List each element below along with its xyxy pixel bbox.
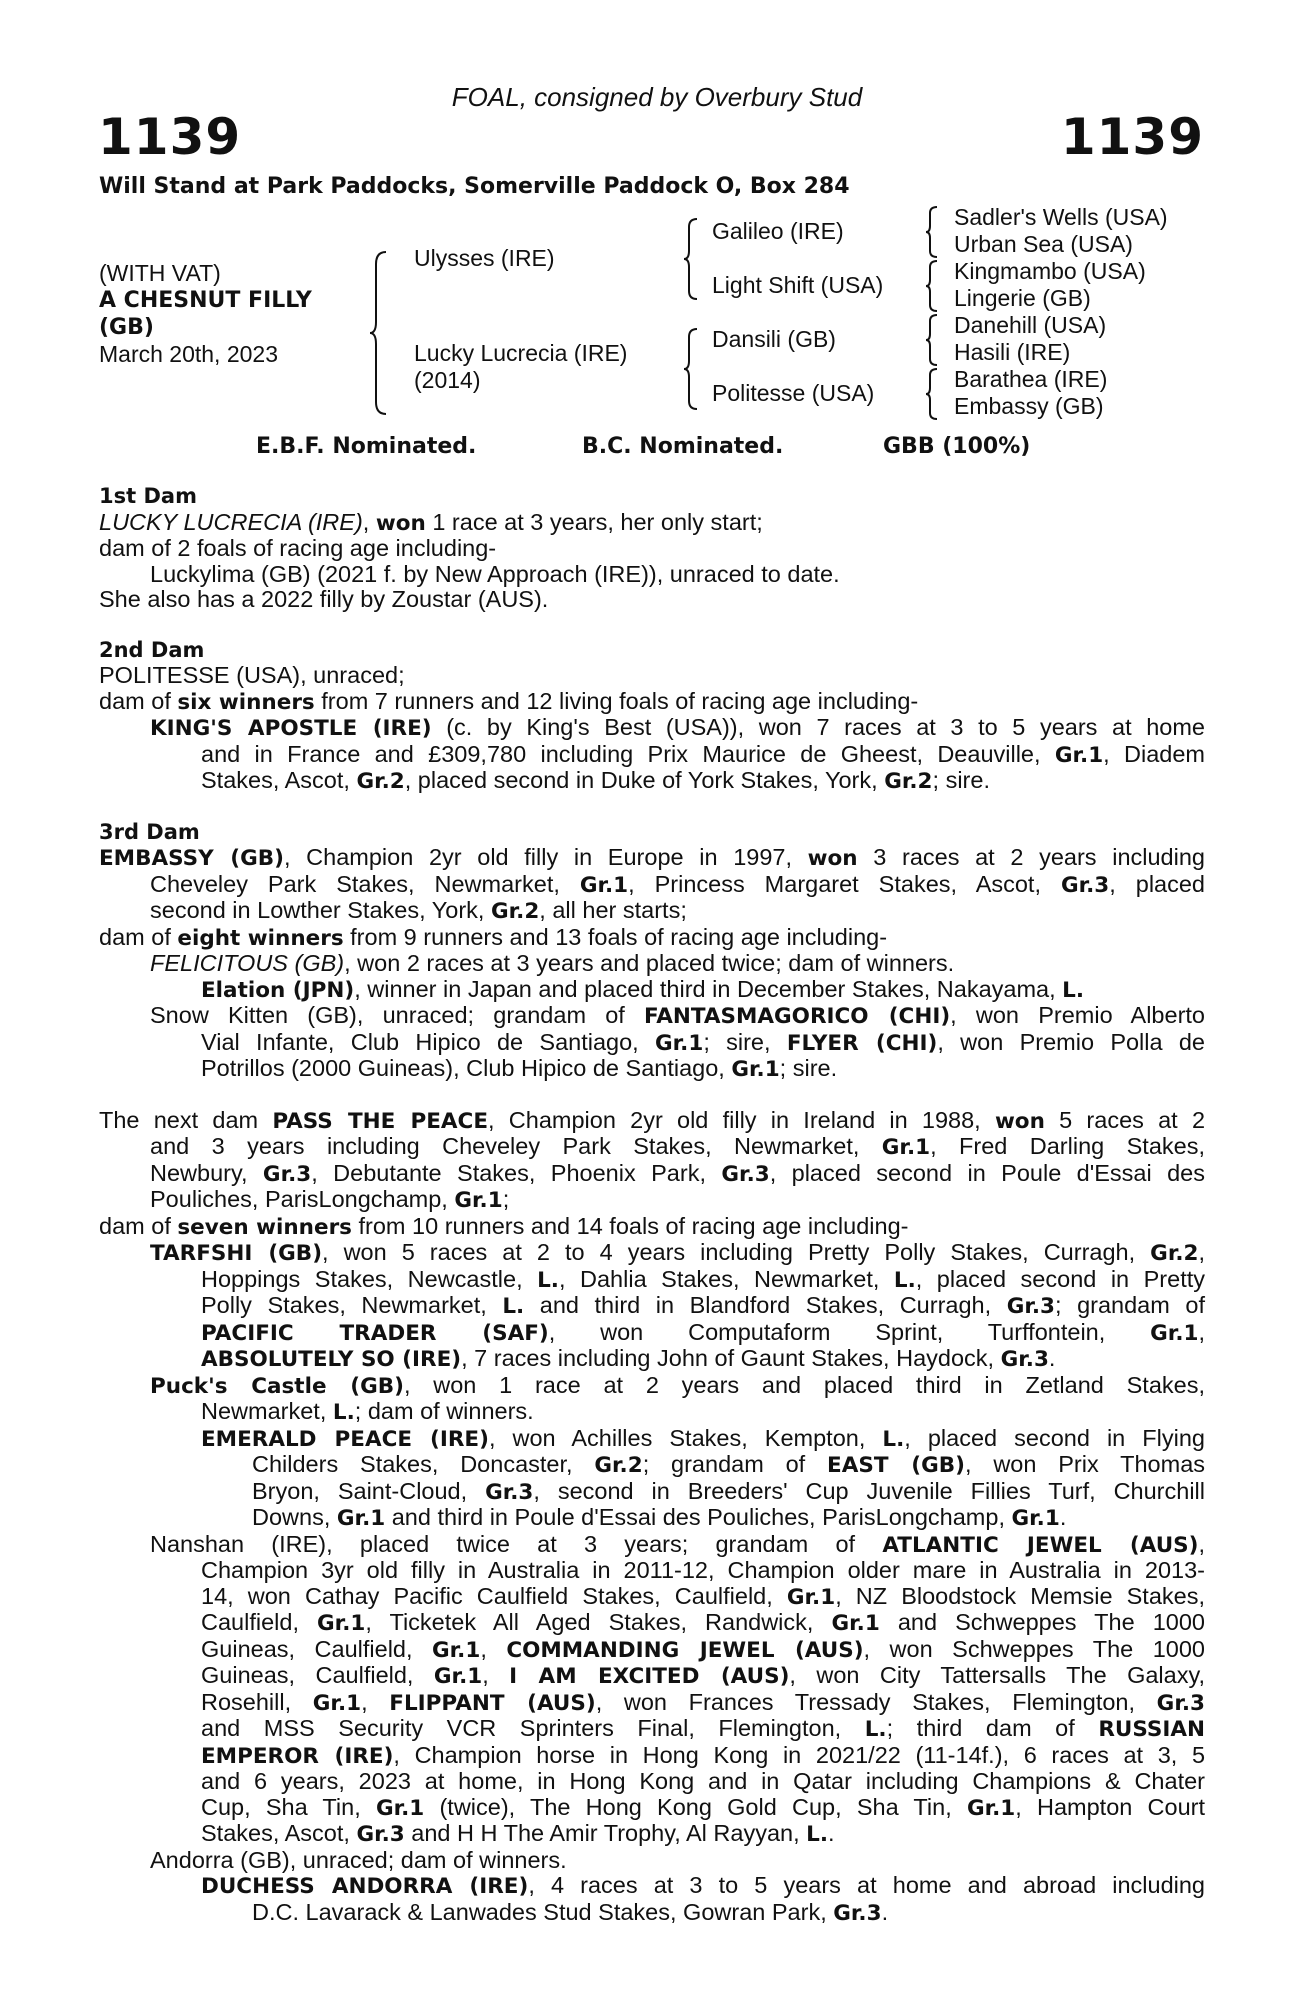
politesse-brace [924, 367, 942, 421]
text-line [99, 1373, 1205, 1400]
bold-text: Elation (JPN) [201, 977, 355, 1003]
text-segment: dam of 2 foals of racing age including- [99, 535, 497, 561]
bold-text: Gr.1 [881, 1135, 931, 1160]
bold-text: Gr.1 [831, 1611, 880, 1636]
bc-nomination: B.C. Nominated. [582, 434, 784, 459]
text-segment: , [361, 1688, 390, 1715]
text-segment: , Princess Margaret Stakes, Ascot, [628, 870, 1061, 897]
bold-text: Gr.1 [579, 872, 629, 898]
bold-text: COMMANDING JEWEL (AUS) [506, 1637, 864, 1663]
dam-name: Lucky Lucrecia (IRE) [414, 340, 628, 366]
sire-name: Ulysses (IRE) [414, 245, 555, 271]
sire-sire: Galileo (IRE) [712, 218, 844, 244]
first-dam-heading: 1st Dam [99, 484, 197, 508]
bold-text: Gr.1 [375, 1795, 425, 1821]
text-line [99, 1267, 1205, 1294]
bold-text: Gr.3 [833, 1900, 882, 1926]
bold-text: Gr.3 [1006, 1294, 1055, 1319]
text-line [99, 1161, 1205, 1188]
text-segment: , [1198, 1239, 1206, 1265]
text-line [99, 1900, 1205, 1927]
bold-text: FANTASMAGORICO (CHI) [644, 1004, 951, 1029]
bold-text: six winners [177, 689, 315, 715]
bold-text: Gr.1 [1054, 742, 1104, 768]
text-segment: , Fred Darling Stakes, [930, 1133, 1205, 1159]
gen4-ancestor-2: Urban Sea (USA) [954, 231, 1133, 257]
text-segment: , won City Tattersalls The Galaxy, [789, 1662, 1206, 1688]
dam-dam: Politesse (USA) [712, 380, 875, 406]
subject-dob: March 20th, 2023 [99, 341, 279, 367]
text-line [99, 587, 1205, 613]
text-line [99, 1320, 1205, 1347]
text-segment: Polly Stakes, Newmarket, [201, 1292, 503, 1318]
text-segment: second in Lowther Stakes, York, [150, 897, 491, 923]
text-line [99, 536, 1205, 562]
text-line [99, 1505, 1205, 1532]
bold-text: TARFSHI (GB) [150, 1241, 323, 1266]
text-line [99, 1056, 1205, 1083]
text-segment: and MSS Security VCR Sprinters Final, Flemington, [201, 1715, 865, 1741]
gbb-status: GBB (100%) [883, 434, 1031, 459]
text-line [99, 562, 1205, 588]
text-line [99, 898, 1205, 925]
bold-text: DUCHESS ANDORRA (IRE) [201, 1874, 529, 1899]
text-line [99, 1452, 1205, 1479]
sire-brace [682, 217, 702, 301]
text-line [99, 1690, 1205, 1717]
text-line [99, 1663, 1205, 1690]
text-line [99, 1214, 1205, 1241]
text-segment: from 9 runners and 13 foals of racing age including- [343, 923, 888, 950]
text-segment: ; sire. [779, 1055, 838, 1081]
bold-text: EMPEROR (IRE) [201, 1743, 394, 1769]
text-segment: dam of [99, 687, 178, 714]
text-segment: , 7 races including John of Gaunt Stakes, Haydock, [461, 1345, 1001, 1371]
text-segment: , won Achilles Stakes, Kempton, [488, 1424, 883, 1451]
bold-text: L. [893, 1267, 916, 1293]
bold-text: Gr.1 [312, 1690, 362, 1716]
text-segment: dam of [99, 923, 178, 950]
text-line [99, 1240, 1205, 1267]
text-segment: , Champion horse in Hong Kong in 2021/22 (11-14f.), 6 races at 3, 5 [393, 1741, 1206, 1768]
text-segment: , [482, 1662, 510, 1688]
text-line [99, 1558, 1205, 1584]
bold-text: Gr.1 [655, 1030, 704, 1056]
text-line [99, 1637, 1205, 1664]
text-segment: , Dahlia Stakes, Newmarket, [558, 1265, 894, 1292]
text-segment: , placed second in Poule d'Essai des [769, 1159, 1205, 1186]
bold-text: Gr.2 [594, 1453, 643, 1478]
text-segment: and third in Blandford Stakes, Curragh, [524, 1292, 1007, 1318]
bold-text: Gr.1 [786, 1584, 836, 1610]
bold-text: Gr.3 [262, 1161, 312, 1187]
bold-text: Gr.1 [433, 1664, 483, 1689]
text-line [99, 689, 1205, 716]
text-segment: Cup, Sha Tin, [201, 1793, 376, 1820]
bold-text: won [375, 510, 426, 536]
text-segment: Stakes, Ascot, [201, 1820, 357, 1846]
bold-text: ABSOLUTELY SO (IRE) [201, 1347, 462, 1372]
bold-text: Gr.2 [356, 769, 405, 794]
text-segment: ; grandam of [642, 1451, 828, 1477]
bold-text: L. [882, 1426, 905, 1452]
text-segment: , placed second in Pretty [915, 1265, 1206, 1292]
text-segment: Hoppings Stakes, Newcastle, [201, 1265, 538, 1292]
text-segment: ; [502, 1186, 510, 1212]
text-segment: 14, won Cathay Pacific Caulfield Stakes, Caulfield, [201, 1582, 787, 1609]
bold-text: ATLANTIC JEWEL (AUS) [882, 1532, 1199, 1558]
text-segment: and H H The Amir Trophy, Al Rayyan, [404, 1820, 807, 1846]
text-segment: ; grandam of [1055, 1292, 1205, 1318]
text-segment: , [1198, 1530, 1205, 1557]
bold-text: Gr.1 [1150, 1320, 1199, 1346]
text-segment: 5 races at 2 [1044, 1106, 1206, 1133]
bold-text: EAST (GB) [827, 1453, 965, 1478]
text-segment: , NZ Bloodstock Memsie Stakes, [835, 1582, 1205, 1609]
italic-text: FELICITOUS (GB) [150, 950, 345, 976]
text-segment: and 3 years including Cheveley Park Stakes, Newmarket, [150, 1133, 882, 1159]
bold-text: Gr.2 [1150, 1241, 1199, 1266]
dam-sire: Dansili (GB) [712, 326, 836, 352]
text-line [99, 663, 1205, 689]
bold-text: eight winners [177, 925, 344, 951]
text-segment: , Ticketek All Aged Stakes, Randwick, [365, 1609, 832, 1635]
text-segment: ; sire, [703, 1028, 787, 1055]
text-line [99, 1795, 1205, 1822]
bold-text: Gr.1 [454, 1188, 503, 1213]
text-segment: Childers Stakes, Doncaster, [252, 1451, 595, 1477]
text-segment: Newmarket, [201, 1398, 333, 1424]
text-line [99, 1187, 1205, 1214]
bold-text: L. [1062, 977, 1085, 1003]
text-segment: , won Computaform Sprint, Turffontein, [548, 1318, 1151, 1345]
text-line [99, 1532, 1205, 1559]
text-line [99, 1108, 1205, 1135]
text-segment: , won 5 races at 2 to 4 years including Pretty Polly Stakes, Curragh, [322, 1239, 1151, 1265]
text-line [99, 1769, 1205, 1795]
text-line [99, 1346, 1205, 1373]
bold-text: won [807, 846, 858, 871]
text-line [99, 768, 1205, 795]
lot-number-left: 1139 [98, 108, 242, 166]
bold-text: Gr.1 [731, 1057, 780, 1082]
text-segment: Nanshan (IRE), placed twice at 3 years; grandam of [150, 1530, 883, 1557]
text-segment: D.C. Lavarack & Lanwades Stud Stakes, Gowran Park, [252, 1898, 834, 1925]
bold-text: RUSSIAN [1098, 1717, 1205, 1742]
text-segment: , all her starts; [539, 897, 687, 923]
light-shift-brace [924, 259, 942, 313]
dam-brace [682, 327, 702, 411]
text-segment: ; sire. [932, 767, 990, 793]
text-segment: 1 race at 3 years, her only start; [425, 508, 763, 535]
bold-text: L. [806, 1822, 829, 1847]
bold-text: PASS THE PEACE [272, 1108, 489, 1134]
text-segment: She also has a 2022 filly by Zoustar (AUS). [99, 586, 549, 612]
bold-text: L. [864, 1717, 887, 1742]
vat-note: (WITH VAT) [99, 260, 221, 286]
gen4-ancestor-5: Danehill (USA) [954, 312, 1107, 338]
text-line [99, 1030, 1205, 1057]
text-line [99, 1293, 1205, 1320]
text-line [99, 1610, 1205, 1637]
text-segment: Snow Kitten (GB), unraced; grandam of [150, 1002, 645, 1028]
text-segment: and 6 years, 2023 at home, in Hong Kong and in Qatar including Champions & Chater [201, 1768, 1205, 1794]
sire-dam: Light Shift (USA) [712, 272, 884, 298]
third-dam-heading: 3rd Dam [99, 819, 200, 844]
dam-year: (2014) [414, 367, 481, 393]
text-segment: from 10 runners and 14 foals of racing age including- [351, 1212, 909, 1239]
text-segment: (c. by King's Best (USA)), won 7 races at 3 to 5 years at home [431, 714, 1205, 740]
text-segment: , [362, 508, 376, 535]
text-segment: , placed second in Flying [904, 1424, 1205, 1451]
bold-text: Gr.2 [490, 899, 540, 924]
bold-text: Gr.1 [966, 1795, 1016, 1821]
bold-text: Gr.1 [317, 1611, 366, 1636]
text-segment: Guineas, Caulfield, [201, 1635, 432, 1662]
galileo-brace [924, 205, 942, 259]
gen4-ancestor-7: Barathea (IRE) [954, 366, 1108, 392]
second-dam-heading: 2nd Dam [99, 637, 205, 662]
text-line [99, 1848, 1205, 1874]
gen4-ancestor-4: Lingerie (GB) [954, 285, 1091, 311]
text-segment: Luckylima (GB) (2021 f. by New Approach (IRE)), unraced to date. [150, 560, 840, 587]
gen4-ancestor-8: Embassy (GB) [954, 393, 1104, 419]
text-segment: Bryon, Saint-Cloud, [252, 1477, 486, 1504]
bold-text: Gr.3 [485, 1479, 534, 1505]
bold-text: FLYER (CHI) [786, 1030, 938, 1056]
italic-text: LUCKY LUCRECIA (IRE) [99, 508, 363, 535]
text-segment: Pouliches, ParisLongchamp, [150, 1186, 455, 1212]
text-segment: Caulfield, [201, 1609, 318, 1635]
bold-text: I AM EXCITED (AUS) [509, 1664, 790, 1689]
text-segment: , won 2 races at 3 years and placed twice; dam of winners. [344, 950, 955, 976]
bold-text: L. [537, 1267, 559, 1293]
bold-text: Gr.3 [1060, 872, 1110, 898]
bold-text: Gr.1 [336, 1506, 386, 1531]
text-line [99, 1873, 1205, 1900]
text-line [99, 925, 1205, 952]
bold-text: Gr.1 [1011, 1506, 1060, 1531]
text-line [99, 1743, 1205, 1770]
bold-text: EMERALD PEACE (IRE) [201, 1426, 489, 1452]
consignor-line: FOAL, consigned by Overbury Stud [451, 82, 863, 112]
text-line [99, 715, 1205, 742]
lot-number-right: 1139 [1060, 108, 1204, 166]
text-segment: , 4 races at 3 to 5 years at home and abroad including [528, 1872, 1206, 1898]
text-line [99, 1821, 1205, 1848]
text-line [99, 951, 1205, 977]
text-segment: . [881, 1898, 889, 1925]
stabling-location: Will Stand at Park Paddocks, Somerville Paddock O, Box 284 [99, 174, 850, 199]
text-segment: . [1048, 1345, 1056, 1371]
text-segment: . [828, 1820, 835, 1846]
text-line [99, 977, 1205, 1004]
text-segment: , Hampton Court [1015, 1793, 1206, 1820]
subject-brace [368, 250, 392, 416]
bold-text: KING'S APOSTLE (IRE) [150, 716, 432, 741]
bold-text: won [994, 1108, 1045, 1134]
subject-origin: (GB) [99, 315, 154, 340]
text-segment: , won Prix Thomas [964, 1451, 1206, 1477]
bold-text: EMBASSY (GB) [99, 846, 284, 871]
bold-text: Gr.3 [721, 1161, 770, 1187]
text-segment: and Schweppes The 1000 [879, 1609, 1205, 1635]
bold-text: Gr.1 [432, 1637, 481, 1663]
text-segment: dam of [99, 1212, 178, 1239]
text-segment: The next dam [99, 1106, 273, 1133]
text-segment: , Debutante Stakes, Phoenix Park, [311, 1159, 722, 1186]
text-segment: , [480, 1635, 507, 1662]
text-segment: , won Premio Alberto [950, 1002, 1205, 1028]
bold-text: Gr.3 [356, 1822, 405, 1847]
bold-text: Gr.2 [884, 769, 933, 794]
text-line [99, 510, 1205, 537]
text-line [99, 742, 1205, 769]
text-segment: . [1059, 1504, 1067, 1530]
ebf-nomination: E.B.F. Nominated. [256, 434, 477, 459]
text-segment: , won 1 race at 2 years and placed third in Zetland Stakes, [403, 1371, 1205, 1398]
text-line [99, 1399, 1205, 1426]
text-line [99, 845, 1205, 872]
text-segment: Stakes, Ascot, [201, 767, 357, 793]
text-line [99, 1426, 1205, 1453]
text-segment: , placed [1109, 870, 1205, 897]
bold-text: FLIPPANT (AUS) [389, 1690, 596, 1716]
text-line [99, 872, 1205, 899]
text-line [99, 1716, 1205, 1743]
produce-record [99, 484, 1205, 1926]
bold-text: Gr.3 [1156, 1690, 1205, 1716]
text-line [99, 1134, 1205, 1161]
text-segment: Champion 3yr old filly in Australia in 2011-12, Champion older mare in Australia in 2013- [201, 1557, 1205, 1583]
text-segment: , won Frances Tressady Stakes, Flemington, [595, 1688, 1157, 1715]
gen4-ancestor-6: Hasili (IRE) [954, 339, 1071, 365]
bold-text: PACIFIC TRADER (SAF) [201, 1320, 549, 1346]
bold-text: Gr.3 [1000, 1347, 1049, 1372]
gen4-ancestor-1: Sadler's Wells (USA) [954, 204, 1168, 230]
text-segment: Vial Infante, Club Hipico de Santiago, [201, 1028, 655, 1055]
text-segment: , second in Breeders' Cup Juvenile Fillies Turf, Churchill [533, 1477, 1205, 1504]
text-line [99, 1003, 1205, 1030]
text-segment: , Champion 2yr old filly in Ireland in 1988, [488, 1106, 995, 1133]
gen4-ancestor-3: Kingmambo (USA) [954, 258, 1146, 284]
text-segment: , winner in Japan and placed third in December Stakes, Nakayama, [354, 975, 1063, 1002]
text-segment: , won Schweppes The 1000 [863, 1635, 1205, 1662]
text-segment: , [1198, 1318, 1205, 1345]
text-segment: , Diadem [1103, 740, 1205, 767]
text-segment: Rosehill, [201, 1688, 313, 1715]
bold-text: seven winners [177, 1214, 352, 1240]
text-segment: Guineas, Caulfield, [201, 1662, 434, 1688]
text-segment: Andorra (GB), unraced; dam of winners. [150, 1846, 567, 1873]
text-segment: , placed second in Duke of York Stakes, York, [404, 767, 885, 793]
text-segment: and third in Poule d'Essai des Pouliches, ParisLongchamp, [385, 1504, 1012, 1530]
text-segment: ; third dam of [886, 1715, 1099, 1741]
text-segment: 3 races at 2 years including [857, 844, 1205, 870]
bold-text: L. [502, 1294, 525, 1319]
text-segment: POLITESSE (USA), unraced; [99, 662, 405, 688]
bold-text: Puck's Castle (GB) [150, 1373, 404, 1399]
text-segment: from 7 runners and 12 living foals of racing age including- [314, 687, 919, 714]
text-segment: , won Premio Polla de [937, 1028, 1206, 1055]
text-segment: Downs, [252, 1504, 337, 1530]
text-segment: and in France and £309,780 including Prix Maurice de Gheest, Deauville, [201, 740, 1055, 767]
text-line [99, 1479, 1205, 1506]
dansili-brace [924, 313, 942, 367]
text-line [99, 1584, 1205, 1611]
subject-name: A CHESNUT FILLY [99, 288, 312, 313]
text-segment: , Champion 2yr old filly in Europe in 1997, [283, 844, 808, 870]
text-segment: Cheveley Park Stakes, Newmarket, [150, 870, 580, 897]
bold-text: L. [332, 1400, 355, 1425]
text-segment: Newbury, [150, 1159, 263, 1186]
text-segment: Potrillos (2000 Guineas), Club Hipico de Santiago, [201, 1055, 732, 1081]
text-segment: (twice), The Hong Kong Gold Cup, Sha Tin, [424, 1793, 967, 1820]
text-segment: ; dam of winners. [354, 1398, 534, 1424]
